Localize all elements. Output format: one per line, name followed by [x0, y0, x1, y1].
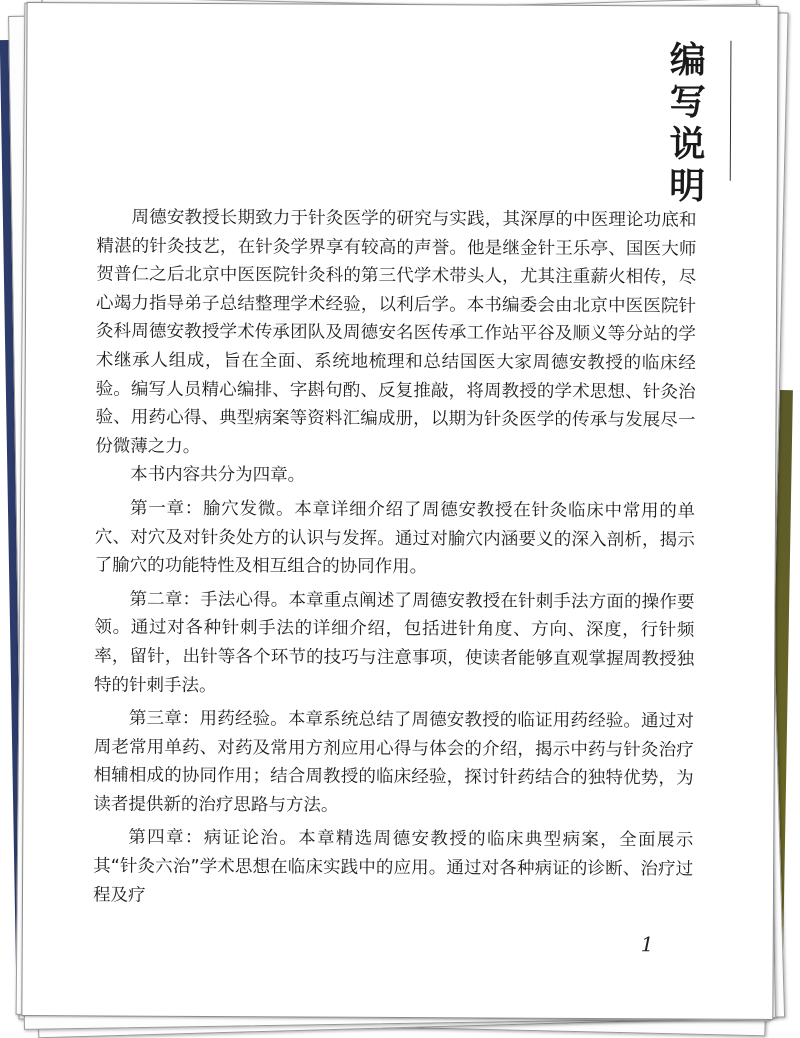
title-divider: [730, 41, 732, 181]
paragraph-chapter-3: 第三章：用药经验。本章系统总结了周德安教授的临证用药经验。通过对周老常用单药、对药及常用方剂应用心得与体会的介绍，揭示中药与针灸治疗相辅相成的协同作用；结合周教授的临床经验，探讨针药结合的独特优势，为读者提供新的治疗思路与方法。: [93, 708, 694, 816]
paragraph-overview: 本书内容共分为四章。: [130, 464, 306, 486]
paragraph-chapter-1: 第一章：腧穴发微。本章详细介绍了周德安教授在针灸临床中常用的单穴、对穴及对针灸处方的认识与发挥。通过对腧穴内涵要义的深入剖析，揭示了腧穴的功能特性及相互组合的协同作用。: [94, 498, 696, 578]
document-page: [21, 2, 778, 1020]
paragraph-chapter-4: 第四章：病证论治。本章精选周德安教授的临床典型病案，全面展示其“针灸六治”学术思想在临床实践中的应用。通过对各种病证的诊断、治疗过程及疗: [92, 828, 694, 906]
paragraph-intro: 周德安教授长期致力于针灸医学的研究与实践，其深厚的中医理论功底和精湛的针灸技艺，在针灸学界享有较高的声誉。他是继金针王乐亭、国医大师贺普仁之后北京中医医院针灸科的第三代学术带头人，尤其注重薪火相传，尽心竭力指导弟子总结整理学术经验，以利后学。本书编委会由北京中医医院针灸科周德安教授学术传承团队及周德安名医传承工作站平谷及顺义等分站的学术继承人组成，旨在全面、系统地梳理和总结国医大家周德安教授的临床经验。编写人员精心编排、字斟句酌、反复推敲，将周教授的学术思想、针灸治验、用药心得、典型病案等资料汇编成册，以期为针灸医学的传承与发展尽一份微薄之力。: [95, 207, 697, 457]
paragraph-chapter-2: 第二章：手法心得。本章重点阐述了周德安教授在针刺手法方面的操作要领。通过对各种针刺手法的详细介绍，包括进针角度、方向、深度，行针频率，留针，出针等各个环节的技巧与注意事项，使读者能够直观掌握周教授独特的针刺手法。: [94, 589, 695, 696]
page-number: 1: [640, 932, 654, 957]
body-text: [93, 203, 697, 912]
page-title: 编写说明: [663, 40, 707, 209]
